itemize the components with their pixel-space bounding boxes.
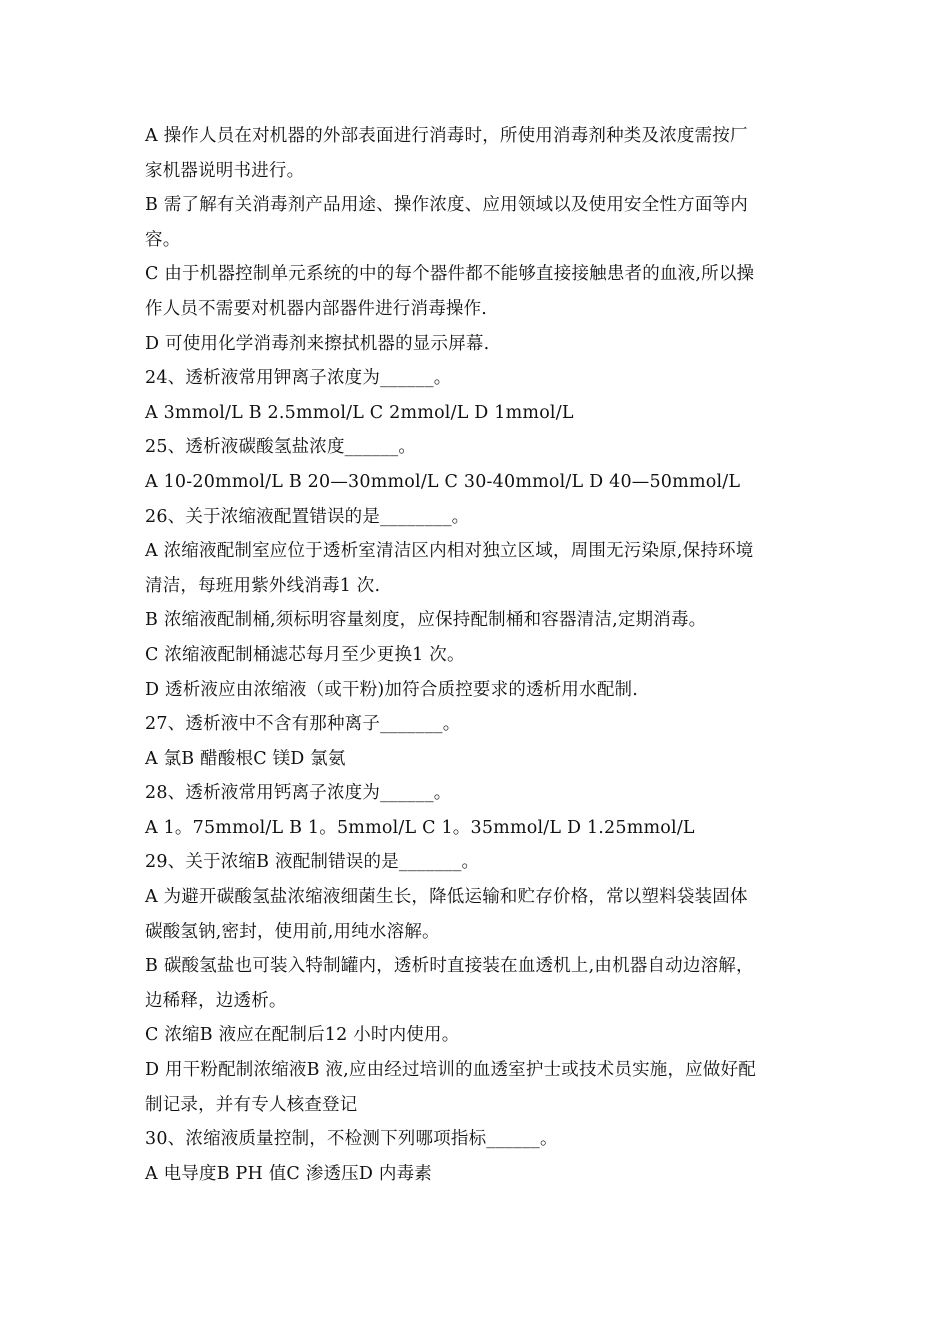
- text-line: A 3mmol/L B 2.5mmol/L C 2mmol/L D 1mmol/L: [145, 402, 574, 423]
- question-26: 26、关于浓缩液配置错误的是________。: [145, 506, 470, 527]
- question-27: 27、透析液中不含有那种离子_______。: [145, 714, 461, 735]
- question-25: 25、透析液碳酸氢盐浓度______。: [145, 437, 417, 458]
- document-body: [145, 119, 810, 1191]
- text-line: A 1。75mmol/L B 1。5mmol/L C 1。35mmol/L D 1.25mmol/L: [145, 817, 695, 838]
- text-line: 容。: [145, 229, 181, 250]
- text-line: A 氯B 醋酸根C 镁D 氯氨: [145, 748, 346, 769]
- text-line: C 浓缩B 液应在配制后12 小时内使用。: [145, 1025, 460, 1046]
- text-line: C 浓缩液配制桶滤芯每月至少更换1 次。: [145, 644, 465, 665]
- text-line: B 需了解有关消毒剂产品用途、操作浓度、应用领域以及使用安全性方面等内: [145, 195, 748, 216]
- text-line: 家机器说明书进行。: [145, 160, 305, 181]
- text-line: 制记录，并有专人核查登记: [145, 1094, 358, 1115]
- question-28: 28、透析液常用钙离子浓度为______。: [145, 783, 452, 804]
- text-line: A 操作人员在对机器的外部表面进行消毒时，所使用消毒剂种类及浓度需按厂: [145, 126, 748, 146]
- question-29: 29、关于浓缩B 液配制错误的是_______。: [145, 852, 480, 873]
- text-line: 清洁，每班用紫外线消毒1 次.: [145, 575, 381, 596]
- text-line: A 10-20mmol/L B 20—30mmol/L C 30-40mmol/L D 40—50mmol/L: [145, 471, 741, 492]
- text-line: B 碳酸氢盐也可装入特制罐内，透析时直接装在血透机上,由机器自动边溶解，: [145, 956, 754, 977]
- text-line: 边稀释，边透析。: [145, 990, 287, 1011]
- text-line: D 透析液应由浓缩液（或干粉)加符合质控要求的透析用水配制.: [145, 679, 638, 700]
- text-line: 碳酸氢钠,密封，使用前,用纯水溶解。: [145, 921, 440, 942]
- text-line: D 用干粉配制浓缩液B 液,应由经过培训的血透室护士或技术员实施，应做好配: [145, 1060, 756, 1081]
- question-24: 24、透析液常用钾离子浓度为______。: [145, 368, 452, 389]
- text-line: 作人员不需要对机器内部器件进行消毒操作.: [145, 298, 488, 319]
- text-line: D 可使用化学消毒剂来擦拭机器的显示屏幕.: [145, 333, 490, 354]
- text-line: C 由于机器控制单元系统的中的每个器件都不能够直接接触患者的血液,所以操: [145, 264, 755, 285]
- text-line: A 电导度B PH 值C 渗透压D 内毒素: [145, 1163, 432, 1184]
- question-30: 30、浓缩液质量控制，不检测下列哪项指标______。: [145, 1129, 558, 1150]
- text-line: A 为避开碳酸氢盐浓缩液细菌生长，降低运输和贮存价格，常以塑料袋装固体: [145, 887, 748, 908]
- text-line: B 浓缩液配制桶,须标明容量刻度，应保持配制桶和容器清洁,定期消毒。: [145, 610, 707, 631]
- text-line: A 浓缩液配制室应位于透析室清洁区内相对独立区域，周围无污染原,保持环境: [145, 541, 754, 562]
